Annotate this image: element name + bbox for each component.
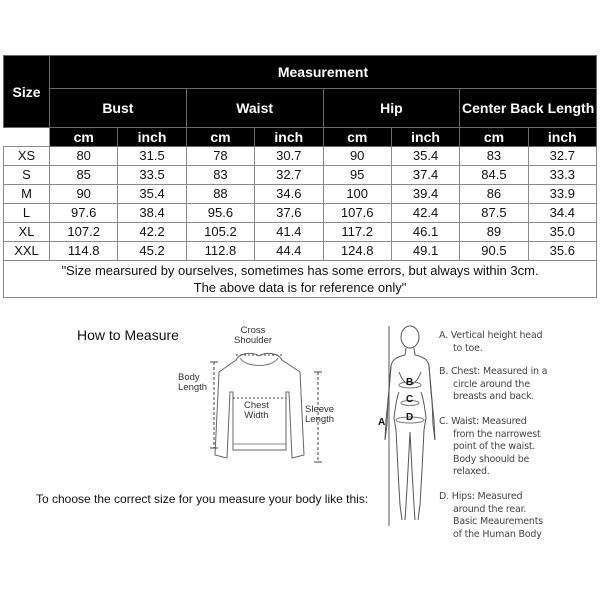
measurement-header: Measurement — [50, 56, 597, 89]
measurement-cell: 42.2 — [118, 223, 186, 242]
measurement-cell: 83 — [186, 166, 254, 185]
body-letter-c: C — [406, 394, 414, 405]
body-figure — [385, 326, 435, 526]
measurement-cell: 38.4 — [118, 204, 186, 223]
measurement-cell: 84.5 — [460, 166, 528, 185]
legend-a: A. Vertical height head to toe. — [439, 330, 543, 354]
measurement-cell: 90 — [50, 185, 118, 204]
note-line-1: "Size mearsured by ourselves, sometimes has some errors, but always within 3cm. — [61, 263, 539, 278]
measurement-cell: 33.3 — [528, 166, 596, 185]
measurement-cell: 42.4 — [391, 204, 459, 223]
measurement-cell: 32.7 — [255, 166, 323, 185]
unit-header: cm — [460, 128, 528, 147]
size-header: Size — [4, 56, 50, 128]
measurement-cell: 33.5 — [118, 166, 186, 185]
measurement-cell: 95.6 — [186, 204, 254, 223]
measurement-cell: 114.8 — [50, 242, 118, 261]
unit-header: cm — [186, 128, 254, 147]
unit-header: inch — [391, 128, 459, 147]
measurement-cell: 49.1 — [391, 242, 459, 261]
measurement-cell: 78 — [186, 147, 254, 166]
body-length-label: Body Length — [178, 372, 208, 393]
measurement-cell: 37.4 — [391, 166, 459, 185]
measurement-cell: 90.5 — [460, 242, 528, 261]
how-to-measure-title: How to Measure — [77, 327, 179, 343]
measurement-cell: 33.9 — [528, 185, 596, 204]
measurement-cell: 41.4 — [255, 223, 323, 242]
size-cell: M — [4, 185, 50, 204]
body-letter-b: B — [406, 377, 414, 388]
size-cell: XL — [4, 223, 50, 242]
measurement-cell: 117.2 — [323, 223, 391, 242]
measurement-cell: 46.1 — [391, 223, 459, 242]
measurement-cell: 37.6 — [255, 204, 323, 223]
bust-header: Bust — [50, 89, 187, 128]
legend-c: C. Waist: Measured from the narrowest point of the waist. Body shoould be relaxed. — [439, 416, 541, 477]
choose-size-instruction: To choose the correct size for you measure your body like this: — [36, 492, 369, 506]
measurement-cell: 95 — [323, 166, 391, 185]
measurement-cell: 35.4 — [391, 147, 459, 166]
unit-header: inch — [118, 128, 186, 147]
chest-width-label: Chest Width — [244, 400, 269, 421]
measurement-cell: 35.0 — [528, 223, 596, 242]
measurement-cell: 80 — [50, 147, 118, 166]
measurement-cell: 83 — [460, 147, 528, 166]
hip-header: Hip — [323, 89, 460, 128]
body-letter-a: A — [378, 417, 386, 428]
measurement-cell: 86 — [460, 185, 528, 204]
measurement-cell: 31.5 — [118, 147, 186, 166]
measurement-cell: 90 — [323, 147, 391, 166]
size-cell: S — [4, 166, 50, 185]
waist-header: Waist — [186, 89, 323, 128]
measurement-cell: 30.7 — [255, 147, 323, 166]
unit-header: inch — [528, 128, 596, 147]
measurement-cell: 100 — [323, 185, 391, 204]
unit-header: cm — [50, 128, 118, 147]
measurement-cell: 87.5 — [460, 204, 528, 223]
measurement-cell: 107.6 — [323, 204, 391, 223]
unit-header: inch — [255, 128, 323, 147]
legend-d: D. Hips: Measured around the rear. Basic Meaurements of the Human Body — [439, 491, 543, 540]
measurement-cell: 44.4 — [255, 242, 323, 261]
measurement-cell: 105.2 — [186, 223, 254, 242]
unit-header: cm — [323, 128, 391, 147]
measurement-cell: 88 — [186, 185, 254, 204]
measurement-cell: 32.7 — [528, 147, 596, 166]
measurement-cell: 97.6 — [50, 204, 118, 223]
measurement-cell: 39.4 — [391, 185, 459, 204]
measurement-cell: 85 — [50, 166, 118, 185]
size-cell: L — [4, 204, 50, 223]
measurement-cell: 35.6 — [528, 242, 596, 261]
legend-b: B. Chest: Measured in a circle around the breasts and back. — [439, 366, 548, 402]
size-cell: XS — [4, 147, 50, 166]
measurement-cell: 35.4 — [118, 185, 186, 204]
measurement-cell: 112.8 — [186, 242, 254, 261]
measurement-cell: 89 — [460, 223, 528, 242]
size-cell: XXL — [4, 242, 50, 261]
note-line-2: The above data is for reference only" — [193, 280, 407, 295]
cross-shoulder-label: Cross Shoulder — [234, 325, 273, 346]
center-back-length-header: Center Back Length — [460, 89, 597, 128]
measurement-cell: 34.6 — [255, 185, 323, 204]
measurement-cell: 124.8 — [323, 242, 391, 261]
measurement-cell: 34.4 — [528, 204, 596, 223]
measurement-cell: 45.2 — [118, 242, 186, 261]
measurement-cell: 107.2 — [50, 223, 118, 242]
sleeve-length-label: Sleeve Length — [305, 404, 335, 425]
body-letter-d: D — [406, 412, 414, 423]
